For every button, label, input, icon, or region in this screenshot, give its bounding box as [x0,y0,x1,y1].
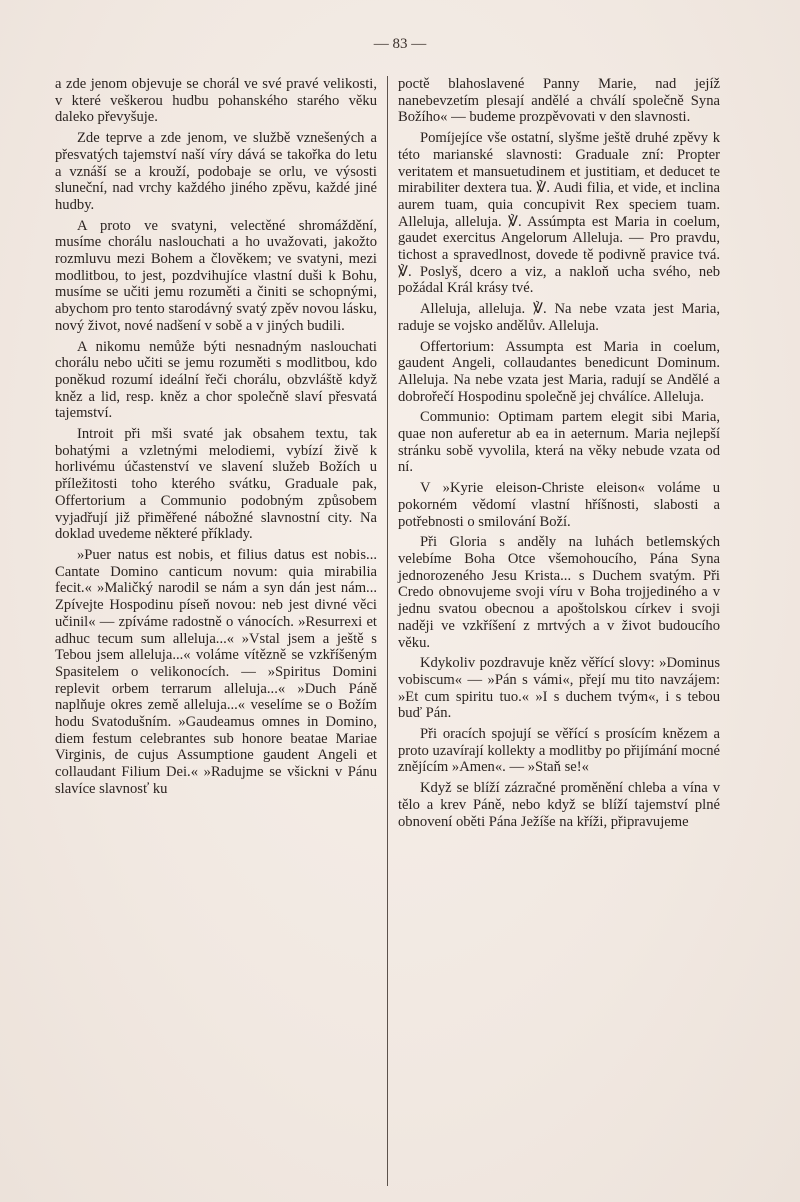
left-column [55,76,377,802]
paragraph: Alleluja, alleluja. ℣. Na nebe vzata jest Maria, raduje se vojsko andělův. Alleluja. [398,301,720,334]
page-number: — 83 — [373,36,427,52]
paragraph: »Puer natus est nobis, et filius datus est nobis... Cantate Domino canticum novum: quia mirabilia fecit.« »Maličký narodil se nám a syn dán jest nám... Zpívejte Hospodinu píseň novou: neb jest divné věci učinil« — zpíváme radostně o vánocích. »Resurrexi et adhuc tecum sum alleluja...« »Vstal jsem a ještě s Tebou jsem alleluja...« voláme vítězně se vzkříšeným Spasitelem o velikonocích. — »Spiritus Domini replevit orbem terrarum alleluja...« »Duch Páně naplňuje okres země alleluja...« veselíme se o Božím hodu Svatodušním. »Gaudeamus omnes in Domino, diem festum celebrantes sub honore beatae Mariae Virginis, de cujus Assumptione gaudent Angeli et collaudant Filium Dei.« »Radujme se všickni v Pánu slavíce slavnosť ku [55,546,377,797]
paragraph: Při Gloria s anděly na luhách betlemských velebíme Boha Otce všemohoucího, Pána Syna jednorozeného Jesu Krista... s Duchem svatým. Při Credo obnovujeme svoji víru v Boha trojjediného a v jednu svatou obecnou a apoštolskou církev i svoji naději ve vzkříšení z mrtvých a v život budoucího věku. [398,534,720,651]
paragraph: V »Kyrie eleison-Christe eleison« voláme u pokorném vědomí vlastní hříšnosti, slabosti a potřebnosti o smilování Boží. [398,480,720,530]
paragraph: A proto ve svatyni, velectěné shromáždění, musíme chorálu naslouchati a ho uvažovati, jakožto rozmluvu mezi Bohem a člověkem; ve svatyni, mezi modlitbou, to jest, pozdvihujíce vlastní duši k Bohu, musíme se učiti jemu rozuměti a činiti se schopnými, abychom pro tento starodávný svatý zpěv novou lásku, nový život, nové nadšení v sobě a v jiných budili. [55,217,377,334]
paragraph: Zde teprve a zde jenom, ve službě vznešených a přesvatých tajemství naší víry dává se takořka do letu a vznáší se a krouží, podobaje se orlu, ve výsosti sluneční, nad vrchy každého jiného zpěvu, každé jiné hudby. [55,130,377,213]
column-divider [387,76,388,1186]
paragraph: Pomíjejíce vše ostatní, slyšme ještě druhé zpěvy k této marianské slavnosti: Graduale zní: Propter veritatem et mansuetudinem et justitiam, et deducet te mirabiliter dextera tua. ℣. Audi filia, et vide, et inclina aurem tuam, quia concupivit Rex speciem tuam. Alleluja, alleluja. ℣. Assúmpta est Maria in coelum, gaudet exercitus Angelorum Alleluja. — Pro pravdu, tichost a spravedlnost, dovede tě podivně pravice tvá. ℣. Poslyš, dcero a viz, a nakloň ucha svého, neb požádal Král krásy tvé. [398,130,720,297]
paragraph: a zde jenom objevuje se chorál ve své pravé velikosti, v které veškerou hudbu pohanského starého věku daleko převyšuje. [55,76,377,126]
paragraph: Kdykoliv pozdravuje kněz věřící slovy: »Dominus vobiscum« — »Pán s vámi«, přejí mu tito navzájem: »Et cum spiritu tuo.« »I s duchem tvým«, i s tebou buď Pán. [398,655,720,722]
paragraph: Communio: Optimam partem elegit sibi Maria, quae non auferetur ab ea in aeternum. Maria nejlepší stránku sobě vyvolila, která na věky nebude vzata od ní. [398,409,720,476]
paragraph: poctě blahoslavené Panny Marie, nad jejíž nanebevzetím plesají andělé a chválí společně Syna Božího« — budeme prozpěvovati v den slavnosti. [398,76,720,126]
paragraph: Introit při mši svaté jak obsahem textu, tak bohatými a vzletnými melodiemi, vybízí živě k horlivému účastenství ve slavení služeb Božích u příležitosti toho kterého svátku, Graduale pak, Offertorium a Communio podobným způsobem vyjadřují již přiměřené nábožné slavnostní city. Na doklad uvedeme některé příklady. [55,426,377,543]
paragraph: Při oracích spojují se věřící s prosícím knězem a proto uzavírají kollekty a modlitby po přijímání mocné znějícím »Amen«. — »Staň se!« [398,726,720,776]
right-column [398,76,720,834]
paragraph: Offertorium: Assumpta est Maria in coelum, gaudent Angeli, collaudantes benedicunt Dominum. Alleluja. Na nebe vzata jest Maria, radují se Andělé a dobrořečí Hospodinu společně jej chválíce. Alleluja. [398,338,720,405]
paragraph: A nikomu nemůže býti nesnadným naslouchati chorálu nebo učiti se jemu rozuměti s modlitbou, kdo poněkud rozumí ideální řeči chorálu, obzvláště když kněz a lid, resp. kněz a chor společně slaví přesvatá tajemství. [55,338,377,422]
paragraph: Když se blíží zázračné proměnění chleba a vína v tělo a krev Páně, nebo když se blíží tajemství plné obnovení oběti Pána Ježíše na kříži, připravujeme [398,780,720,830]
